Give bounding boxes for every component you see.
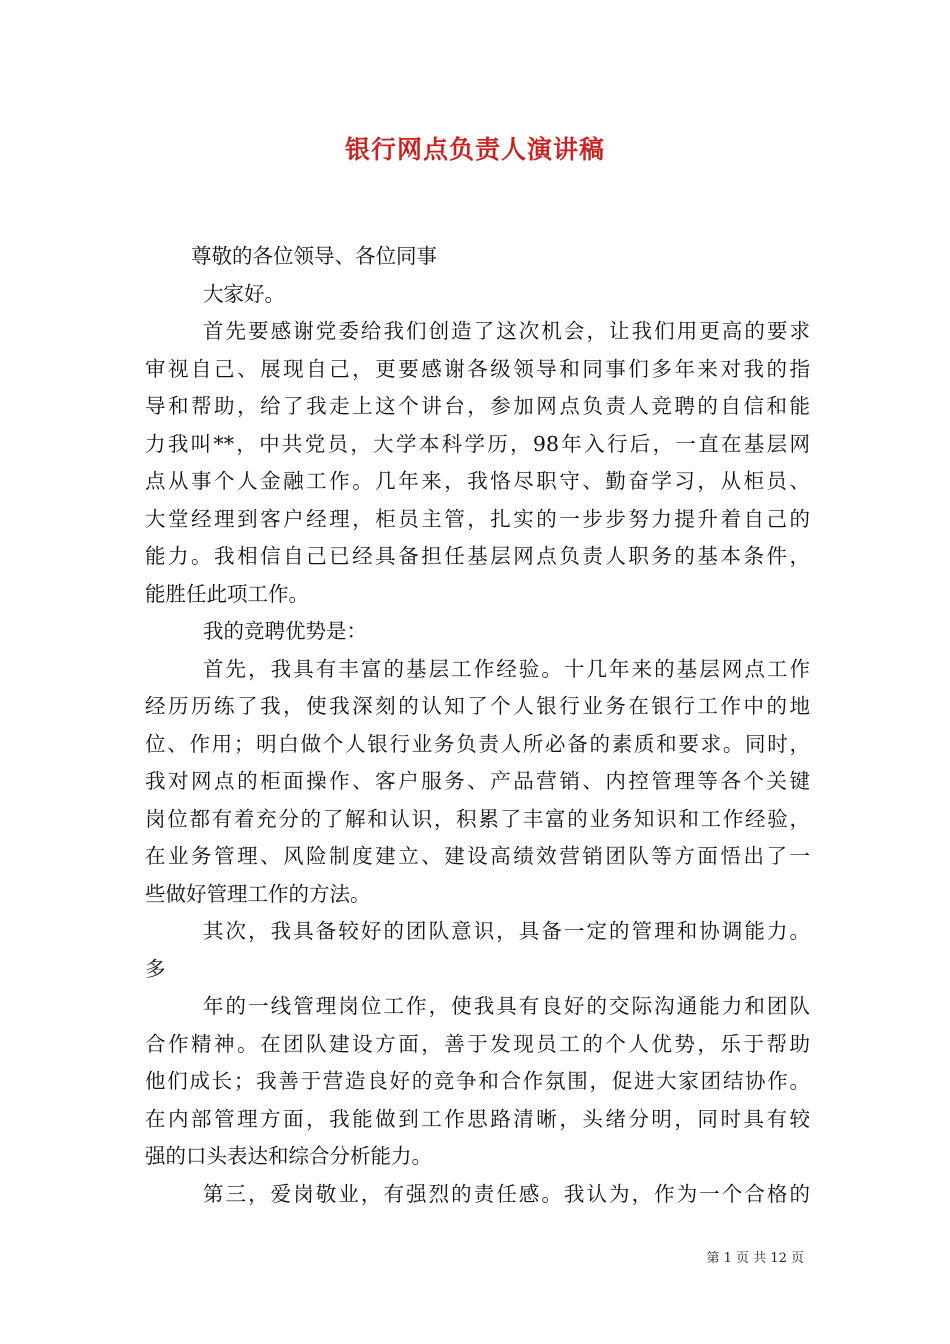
paragraph-line: 第三，爱岗敬业，有强烈的责任感。我认为，作为一个合格的 <box>203 1181 810 1206</box>
page-number-footer: 第 1 页 共 12 页 <box>706 1251 804 1266</box>
paragraph-line: 合作精神。在团队建设方面，善于发现员工的个人优势，乐于帮助 <box>145 1031 810 1056</box>
paragraph-line: 首先要感谢党委给我们创造了这次机会，让我们用更高的要求 <box>203 319 810 343</box>
paragraph-line: 在业务管理、风险制度建立、建设高绩效营销团队等方面悟出了一 <box>145 844 810 868</box>
paragraph-line: 能胜任此项工作。 <box>145 581 309 606</box>
paragraph-line: 其次，我具备较好的团队意识，具备一定的管理和协调能力。 <box>203 919 810 943</box>
paragraph-line: 力我叫**，中共党员，大学本科学历，98年入行后，一直在基层网 <box>145 431 810 456</box>
section-heading-line: 我的竞聘优势是： <box>203 619 367 643</box>
greeting-line: 大家好。 <box>203 281 285 306</box>
paragraph-line: 他们成长；我善于营造良好的竞争和合作氛围，促进大家团结协作。 <box>145 1069 810 1093</box>
paragraph-line: 我对网点的柜面操作、客户服务、产品营销、内控管理等各个关键 <box>145 769 810 793</box>
paragraph-line: 点从事个人金融工作。几年来，我恪尽职守、勤奋学习，从柜员、 <box>145 469 810 493</box>
paragraph-line: 岗位都有着充分的了解和认识，积累了丰富的业务知识和工作经验， <box>145 806 810 831</box>
paragraph-line: 经历历练了我，使我深刻的认知了个人银行业务在银行工作中的地 <box>145 694 810 718</box>
paragraph-line: 位、作用；明白做个人银行业务负责人所必备的素质和要求。同时， <box>145 731 810 756</box>
paragraph-line: 首先，我具有丰富的基层工作经验。十几年来的基层网点工作 <box>203 656 810 681</box>
paragraph-line: 能力。我相信自己已经具备担任基层网点负责人职务的基本条件， <box>145 544 810 568</box>
document-body <box>145 238 810 1213</box>
paragraph-line: 些做好管理工作的方法。 <box>145 881 371 906</box>
paragraph-line: 年的一线管理岗位工作，使我具有良好的交际沟通能力和团队 <box>203 994 810 1018</box>
paragraph-line: 多 <box>145 956 166 981</box>
paragraph-line: 大堂经理到客户经理，柜员主管，扎实的一步步努力提升着自己的 <box>145 506 810 531</box>
paragraph-line: 在内部管理方面，我能做到工作思路清晰，头绪分明，同时具有较 <box>145 1106 810 1131</box>
paragraph-line: 导和帮助，给了我走上这个讲台，参加网点负责人竞聘的自信和能 <box>145 394 810 418</box>
paragraph-line: 强的口头表达和综合分析能力。 <box>145 1144 432 1168</box>
document-title: 银行网点负责人演讲稿 <box>344 135 605 164</box>
paragraph-line: 审视自己、展现自己，更要感谢各级领导和同事们多年来对我的指 <box>145 356 810 381</box>
salutation-line: 尊敬的各位领导、各位同事 <box>191 244 437 268</box>
